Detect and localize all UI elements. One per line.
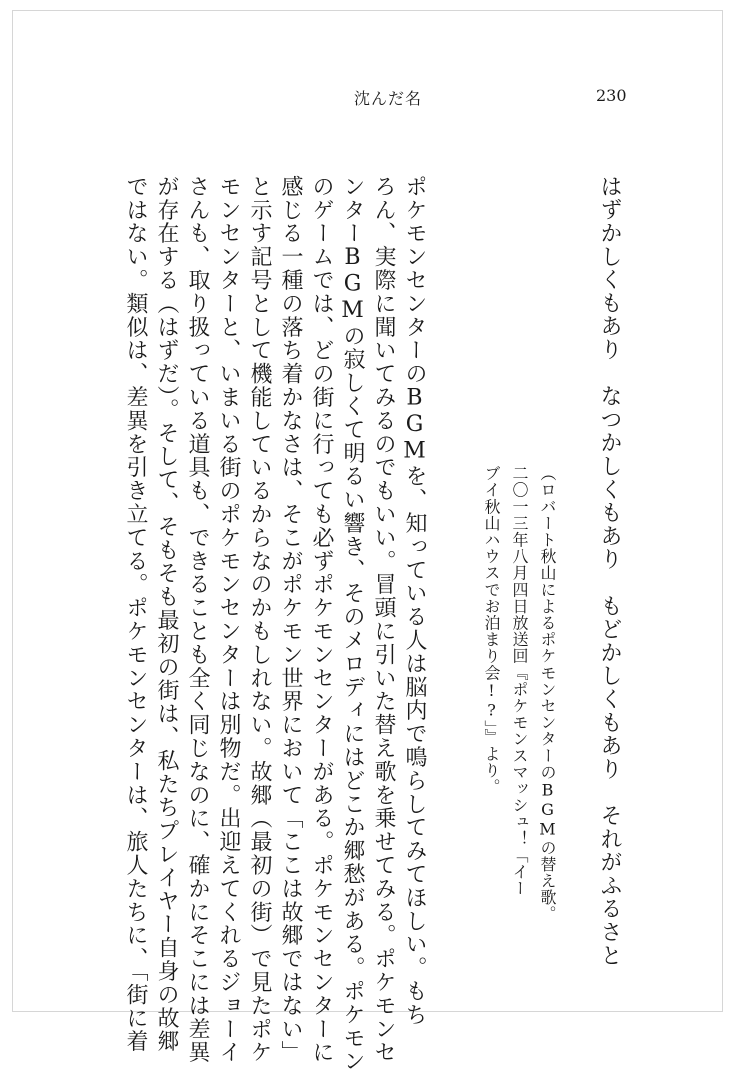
body-text-line: が存在する（はずだ）。そして、そもそも最初の街は、私たちプレイヤー自身の故郷 — [154, 175, 179, 1054]
epigraph-poem: はずかしくもあり なつかしくもあり もどかしくもあり それがふるさと — [597, 175, 622, 968]
page-number: 230 — [596, 86, 627, 105]
body-text-line: ンターBGMの寂しくて明るい響き、そのメロディにはどこか郷愁がある。ポケモン — [340, 175, 365, 1073]
body-text-line: ではない。類似は、差異を引き立てる。ポケモンセンターは、旅人たちに、「街に着 — [123, 175, 148, 1054]
body-text-line: と示す記号として機能しているからなのかもしれない。故郷（最初の街）で見たポケ — [247, 175, 272, 1065]
body-text-line: モンセンターと、いまいる街のポケモンセンターは別物だ。出迎えてくれるジョーイ — [216, 175, 241, 1065]
running-title: 沈んだ名 — [354, 89, 423, 108]
body-text-line: ろん、実際に聞いてみるのでもいい。冒頭に引いた替え歌を乗せてみる。ポケモンセ — [371, 175, 396, 1065]
body-text-line: 感じる一種の落ち着かなさは、そこがポケモン世界において「ここは故郷ではない」 — [278, 175, 303, 1065]
body-text-line: のゲームでは、どの街に行っても必ずポケモンセンターがある。ポケモンセンターに — [309, 175, 334, 1065]
epigraph-note-line: ブイ秋山ハウスでお泊まり会!?」』より。 — [482, 465, 501, 795]
body-text-line: ポケモンセンターのBGMを、知っている人は脳内で鳴らしてみてほしい。もち — [402, 175, 427, 1027]
epigraph-note-line: 二〇一三年八月四日放送回『ポケモンスマッシュ！「イー — [510, 465, 529, 897]
body-text-line: さんも、取り扱っている道具も、できることも全く同じなのに、確かにそこには差異 — [185, 175, 210, 1065]
epigraph-note-line: （ロバート秋山によるポケモンセンターのBGMの替え歌。 — [538, 465, 557, 923]
